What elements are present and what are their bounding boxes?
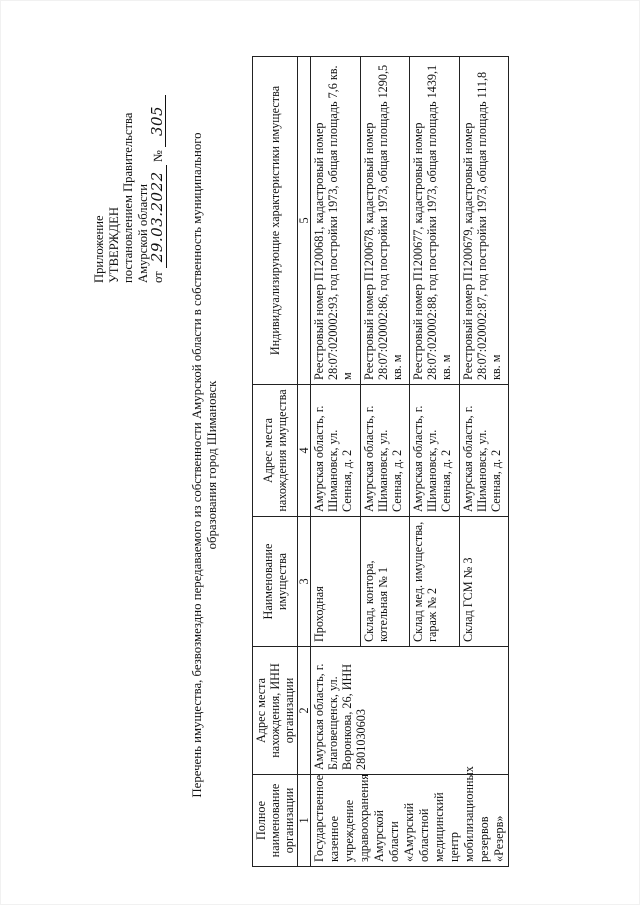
property-address-cell: Амурская область, г. Шимановск, ул. Сенная, д. 2 [360,385,410,517]
property-details-cell: Реестровый номер П1200679, кадастровый номер 28:07:020002:87, год постройки 1973, общая площадь 111,8 кв. м [459,57,509,385]
header-property-name: Наименование имущества [253,517,298,647]
number-prefix: № [151,150,165,163]
property-name-cell: Склад мед. имущества, гараж № 2 [410,517,460,647]
date-number-line [150,53,166,283]
property-details-cell: Реестровый номер П1200681, кадастровый номер 28:07:020002:93, год постройки 1973, общая площадь 7,6 кв. м [311,57,361,385]
header-org-address: Адрес места нахождения, ИНН организации [253,647,298,775]
property-name-cell: Склад ГСМ № 3 [459,517,509,647]
property-details-cell: Реестровый номер П1200678, кадастровый номер 28:07:020002:86, год постройки 1973, общая площадь 1290,5 кв. м [360,57,410,385]
organization-cell: Государственное казенное учреждение здравоохранения Амурской области «Амурский областной медицинский центр мобилизационных резервов «Резерв» [311,775,509,867]
approval-block [92,53,166,283]
header-property-address: Адрес места нахождения имущества [253,385,298,517]
handwritten-date: 29.03.2022 [148,165,167,268]
property-address-cell: Амурская область, г. Шимановск, ул. Сенная, д. 2 [459,385,509,517]
handwritten-number: 305 [150,95,166,147]
column-number: 5 [298,57,311,385]
region-label: Амурской области [135,183,150,283]
property-address-cell: Амурская область, г. Шимановск, ул. Сенная, д. 2 [410,385,460,517]
property-table [252,56,509,867]
column-number: 2 [298,647,311,775]
property-name-cell: Склад, контора, котельная № 1 [360,517,410,647]
table-header-row [253,57,298,867]
appendix-label: Приложение [92,215,106,283]
approved-label: УТВЕРЖДЕН [106,207,121,283]
resolution-label: постановлением Правительства [121,112,135,283]
property-name-cell: Проходная [311,517,361,647]
column-number: 1 [298,775,311,867]
header-org-name: Полное наименование организации [253,775,298,867]
column-numbers-row [298,57,311,867]
document-title: Перечень имущества, безвозмездно передаваемого из собственности Амурской области в собственность муниципального образования город Шимановск [190,132,219,798]
property-address-cell: Амурская область, г. Шимановск, ул. Сенная, д. 2 [311,385,361,517]
property-details-cell: Реестровый номер П1200677, кадастровый номер 28:07:020002:88, год постройки 1973, общая площадь 1439,1 кв. м [410,57,460,385]
column-number: 3 [298,517,311,647]
date-prefix: от [151,271,165,283]
header-property-details: Индивидуализирующие характеристики имущества [253,57,298,385]
column-number: 4 [298,385,311,517]
table-row [311,57,361,867]
org-address-cell: Амурская область, г. Благовещенск, ул. Воронкова, 26, ИНН 2801030603 [311,647,509,775]
